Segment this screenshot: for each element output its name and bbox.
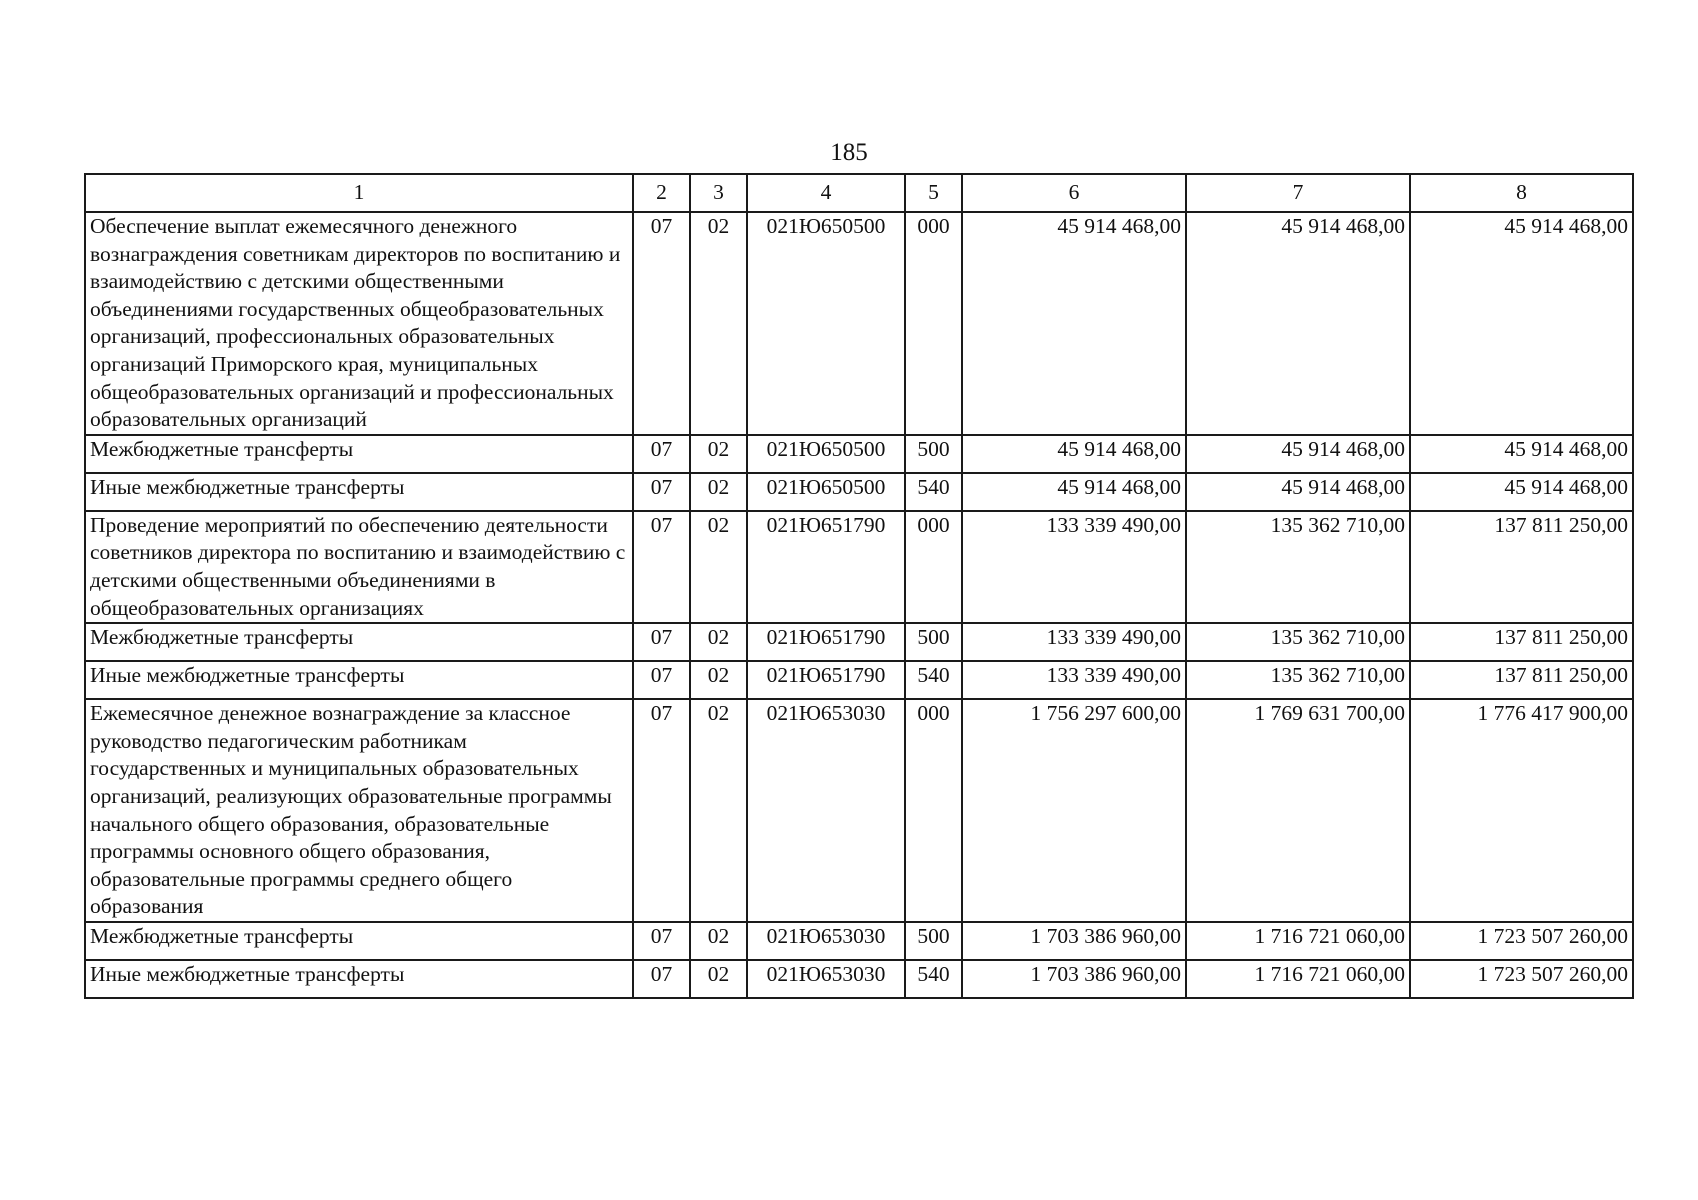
row-amount-col6: 1 756 297 600,00 (962, 699, 1186, 922)
row-amount-col6: 45 914 468,00 (962, 473, 1186, 511)
row-amount-col8: 1 723 507 260,00 (1410, 960, 1633, 998)
row-expense-type-code: 000 (905, 212, 962, 435)
row-expense-type-code: 000 (905, 699, 962, 922)
row-amount-col7: 1 716 721 060,00 (1186, 922, 1410, 960)
row-amount-col8: 1 776 417 900,00 (1410, 699, 1633, 922)
row-subsection-code: 02 (690, 960, 747, 998)
budget-table (84, 173, 1634, 999)
row-amount-col7: 135 362 710,00 (1186, 661, 1410, 699)
row-name: Проведение мероприятий по обеспечению деятельности советников директора по воспитанию и взаимодействию с детскими общественными объединениями в общеобразовательных организациях (85, 511, 633, 623)
row-name: Обеспечение выплат ежемесячного денежного вознаграждения советникам директоров по воспитанию и взаимодействию с детскими общественными объединениями государственных общеобразовательных организаций, профессиональных образовательных организаций Приморского края, муниципальных общеобразовательных организаций и профессиональных образовательных организаций (85, 212, 633, 435)
table-row (85, 511, 1633, 623)
row-subsection-code: 02 (690, 699, 747, 922)
row-section-code: 07 (633, 960, 690, 998)
row-amount-col7: 45 914 468,00 (1186, 473, 1410, 511)
row-target-code: 021Ю650500 (747, 473, 905, 511)
row-target-code: 021Ю650500 (747, 435, 905, 473)
row-amount-col7: 1 769 631 700,00 (1186, 699, 1410, 922)
row-amount-col6: 1 703 386 960,00 (962, 922, 1186, 960)
row-expense-type-code: 500 (905, 922, 962, 960)
column-header-3: 3 (690, 174, 747, 212)
table-row (85, 661, 1633, 699)
row-subsection-code: 02 (690, 473, 747, 511)
row-amount-col6: 133 339 490,00 (962, 623, 1186, 661)
row-subsection-code: 02 (690, 212, 747, 435)
row-section-code: 07 (633, 435, 690, 473)
row-target-code: 021Ю651790 (747, 623, 905, 661)
row-subsection-code: 02 (690, 435, 747, 473)
row-section-code: 07 (633, 212, 690, 435)
row-amount-col6: 1 703 386 960,00 (962, 960, 1186, 998)
row-amount-col8: 137 811 250,00 (1410, 661, 1633, 699)
row-amount-col6: 45 914 468,00 (962, 212, 1186, 435)
row-expense-type-code: 540 (905, 661, 962, 699)
row-subsection-code: 02 (690, 661, 747, 699)
row-section-code: 07 (633, 699, 690, 922)
row-amount-col8: 45 914 468,00 (1410, 473, 1633, 511)
header-row (85, 174, 1633, 212)
row-expense-type-code: 540 (905, 473, 962, 511)
row-amount-col6: 133 339 490,00 (962, 511, 1186, 623)
table-row (85, 922, 1633, 960)
row-amount-col8: 1 723 507 260,00 (1410, 922, 1633, 960)
row-amount-col7: 45 914 468,00 (1186, 212, 1410, 435)
row-subsection-code: 02 (690, 511, 747, 623)
row-name: Иные межбюджетные трансферты (85, 661, 633, 699)
row-amount-col8: 45 914 468,00 (1410, 435, 1633, 473)
row-amount-col8: 137 811 250,00 (1410, 623, 1633, 661)
row-name: Межбюджетные трансферты (85, 435, 633, 473)
row-amount-col8: 45 914 468,00 (1410, 212, 1633, 435)
page-number: 185 (830, 139, 868, 166)
row-target-code: 021Ю651790 (747, 511, 905, 623)
row-expense-type-code: 000 (905, 511, 962, 623)
row-amount-col6: 45 914 468,00 (962, 435, 1186, 473)
row-section-code: 07 (633, 511, 690, 623)
row-section-code: 07 (633, 623, 690, 661)
column-header-8: 8 (1410, 174, 1633, 212)
row-amount-col8: 137 811 250,00 (1410, 511, 1633, 623)
row-name: Ежемесячное денежное вознаграждение за классное руководство педагогическим работникам государственных и муниципальных образовательных организаций, реализующих образовательные программы начального общего образования, образовательные программы основного общего образования, образовательные программы среднего общего образования (85, 699, 633, 922)
table-row (85, 212, 1633, 435)
row-section-code: 07 (633, 473, 690, 511)
row-section-code: 07 (633, 922, 690, 960)
column-header-7: 7 (1186, 174, 1410, 212)
row-amount-col7: 45 914 468,00 (1186, 435, 1410, 473)
row-name: Иные межбюджетные трансферты (85, 473, 633, 511)
row-name: Межбюджетные трансферты (85, 623, 633, 661)
column-header-2: 2 (633, 174, 690, 212)
row-subsection-code: 02 (690, 922, 747, 960)
row-name: Межбюджетные трансферты (85, 922, 633, 960)
column-header-6: 6 (962, 174, 1186, 212)
table-row (85, 435, 1633, 473)
row-target-code: 021Ю653030 (747, 960, 905, 998)
column-header-4: 4 (747, 174, 905, 212)
row-expense-type-code: 540 (905, 960, 962, 998)
row-target-code: 021Ю651790 (747, 661, 905, 699)
row-amount-col7: 135 362 710,00 (1186, 511, 1410, 623)
table-row (85, 623, 1633, 661)
row-amount-col7: 1 716 721 060,00 (1186, 960, 1410, 998)
row-expense-type-code: 500 (905, 623, 962, 661)
row-amount-col7: 135 362 710,00 (1186, 623, 1410, 661)
column-header-1: 1 (85, 174, 633, 212)
column-header-5: 5 (905, 174, 962, 212)
row-target-code: 021Ю653030 (747, 699, 905, 922)
table-row (85, 699, 1633, 922)
row-amount-col6: 133 339 490,00 (962, 661, 1186, 699)
row-subsection-code: 02 (690, 623, 747, 661)
row-section-code: 07 (633, 661, 690, 699)
row-target-code: 021Ю653030 (747, 922, 905, 960)
row-target-code: 021Ю650500 (747, 212, 905, 435)
row-name: Иные межбюджетные трансферты (85, 960, 633, 998)
table-row (85, 473, 1633, 511)
row-expense-type-code: 500 (905, 435, 962, 473)
table-row (85, 960, 1633, 998)
